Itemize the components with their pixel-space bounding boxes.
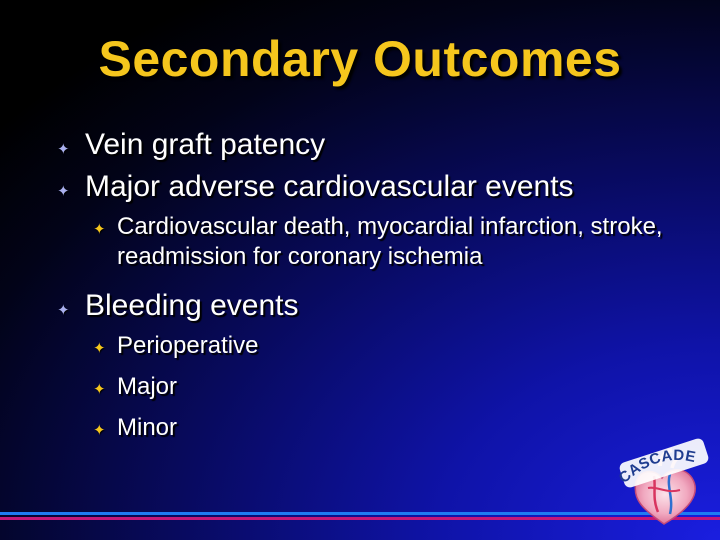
- bullet-mace: [55, 170, 695, 204]
- cascade-logo: [614, 438, 714, 528]
- star-bullet-icon: ✦: [93, 340, 106, 357]
- footer-blue-line: [0, 512, 720, 515]
- bullet-list: [55, 128, 695, 454]
- star-bullet-icon: ✦: [93, 422, 106, 439]
- bullet-vein-graft-patency: [55, 128, 695, 162]
- sub-bullet-text: Perioperative: [117, 332, 259, 359]
- star-bullet-icon: ✦: [93, 381, 106, 398]
- star-bullet-icon: ✦: [57, 141, 70, 158]
- bullet-text: Major adverse cardiovascular events: [85, 170, 574, 203]
- bullet-bleeding-events: [55, 289, 695, 323]
- bullet-text: Vein graft patency: [85, 128, 326, 161]
- sub-bullet-text: Cardiovascular death, myocardial infarction, stroke, readmission for coronary ischemia: [117, 213, 663, 270]
- bullet-text: Bleeding events: [85, 289, 299, 322]
- sub-bullet-perioperative: [55, 331, 695, 361]
- sub-bullet-major: [55, 372, 695, 402]
- footer-divider: [0, 512, 720, 521]
- footer-red-line: [0, 517, 720, 520]
- sub-bullet-text: Major: [117, 373, 178, 400]
- star-bullet-icon: ✦: [57, 302, 70, 319]
- star-bullet-icon: ✦: [93, 221, 106, 238]
- sub-bullet-minor: [55, 413, 695, 443]
- sub-bullet-text: Minor: [117, 414, 178, 441]
- logo-text: CASCADE: [615, 446, 698, 487]
- star-bullet-icon: ✦: [57, 183, 70, 200]
- sub-bullet-mace-definition: [55, 212, 695, 272]
- slide-title: Secondary Outcomes: [98, 31, 622, 87]
